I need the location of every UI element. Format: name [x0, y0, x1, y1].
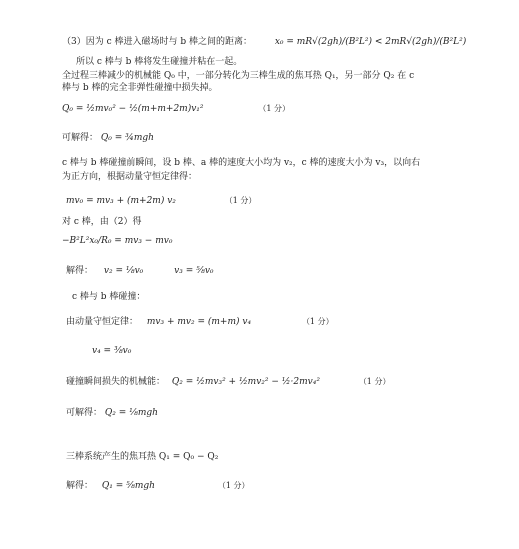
impulse-equation: [62, 236, 172, 247]
q2-label: 可解得：: [66, 408, 103, 418]
v4-formula: v₄ = ⅜v₀: [92, 346, 132, 356]
energy-text-1: 全过程三棒减少的机械能 Q₀ 中，一部分转化为三棒生成的焦耳热 Q₁，另一部分 Q₂ 在 c: [62, 71, 415, 81]
impulse-formula: −B²L²x₀/R₀ = mv₃ − mv₀: [62, 236, 173, 246]
score-1: （1 分）: [258, 104, 291, 113]
q2-formula: Q₂ = ⅛mgh: [104, 408, 158, 418]
distance-intro: （3）因为 c 棒进入磁场时与 b 棒之间的距离：: [62, 37, 252, 47]
lost-energy-formula: Q₂ = ½mv₃² + ½mv₂² − ½·2mv₄²: [171, 377, 320, 387]
q0-formula: Q₀ = ¾mgh: [100, 133, 154, 143]
distance-formula: x₀ = mR√(2gh)/(B²L²) < 2mR√(2gh)/(B²L²): [274, 37, 467, 47]
v4-result: [92, 346, 131, 357]
lost-energy-equation: [66, 376, 390, 388]
v3-formula: v₃ = ⅝v₀: [174, 266, 214, 276]
collision-momentum: [66, 316, 334, 328]
momentum-formula: mv₀ = mv₃ + (m+2m) v₂: [66, 196, 176, 206]
energy-equation: [62, 103, 290, 115]
v2-formula: v₂ = ⅛v₀: [103, 266, 144, 276]
momentum-text-2: 为正方向，根据动量守恒定律得：: [62, 172, 198, 182]
velocity-label: 解得：: [66, 266, 94, 276]
score-2: （1 分）: [224, 196, 257, 205]
final-result: [66, 480, 249, 492]
joule-heat-text: 三棒系统产生的焦耳热 Q₁ = Q₀ − Q₂: [66, 452, 219, 462]
q2-result: [66, 408, 158, 419]
energy-equation-formula: Q₀ = ½mv₀² − ½(m+m+2m)v₁²: [62, 104, 204, 114]
q0-label: 可解得：: [62, 133, 99, 143]
collision-statement: 所以 c 棒与 b 棒将发生碰撞并粘在一起。: [76, 57, 243, 67]
lost-energy-label: 碰撞瞬间损失的机械能：: [66, 377, 166, 387]
momentum-text-1: c 棒与 b 棒碰撞前瞬间，设 b 棒、a 棒的速度大小均为 v₂，c 棒的速度大小为 v₃，以向右: [62, 158, 421, 168]
momentum-equation: [66, 195, 256, 207]
distance-line: [62, 37, 466, 48]
energy-text-2: 棒与 b 棒的完全非弹性碰撞中损失掉。: [62, 83, 218, 93]
collision-heading: c 棒与 b 棒碰撞：: [72, 292, 146, 302]
score-4: （1 分）: [358, 377, 391, 386]
c-rod-text: 对 c 棒，由（2）得: [62, 217, 142, 227]
velocity-solution: [66, 266, 214, 277]
score-3: （1 分）: [301, 317, 334, 326]
score-5: （1 分）: [217, 481, 250, 490]
q0-result: [62, 133, 154, 144]
final-formula: Q₁ = ⅝mgh: [101, 481, 155, 491]
collision-momentum-label: 由动量守恒定律：: [66, 317, 139, 327]
final-label: 解得：: [66, 481, 94, 491]
collision-momentum-formula: mv₃ + mv₂ = (m+m) v₄: [146, 317, 252, 327]
